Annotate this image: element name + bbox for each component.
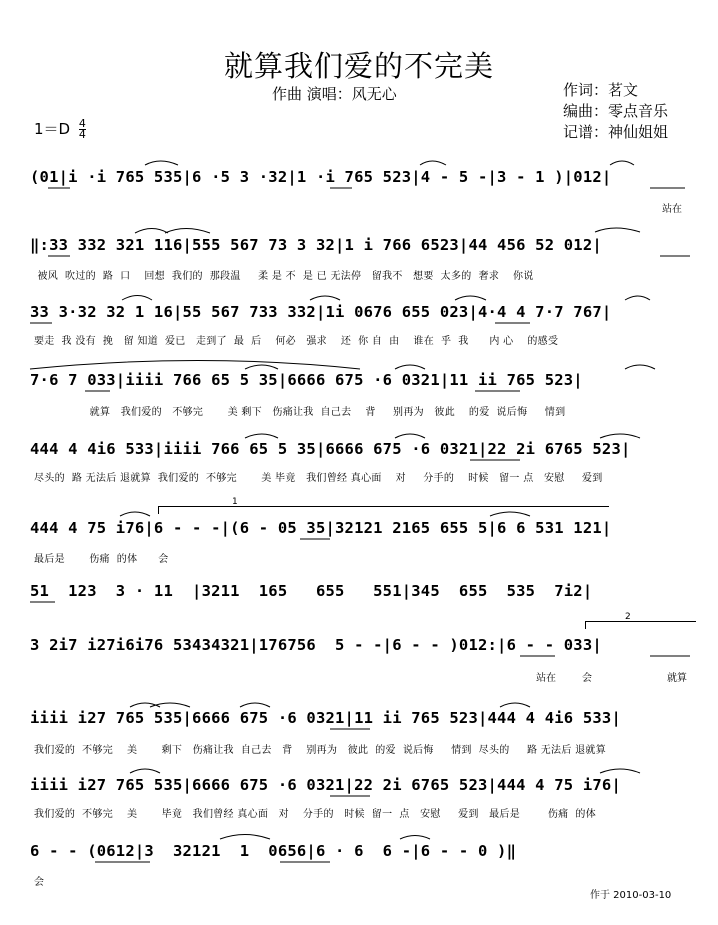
notation-line-1: (01|i ·i 765 535|6 ·5 3 ·32|1 ·i 765 523|4 - 5 -|3 - 1 )|012|	[30, 168, 612, 186]
arranger: 编曲：零点音乐	[563, 102, 669, 120]
transcriber: 记谱：神仙姐姐	[563, 123, 669, 141]
notation-line-10: iiii i27 765 535|6666 675 ·6 0321|22 2i 6765 523|444 4 75 i76|	[30, 776, 621, 794]
notation-line-4: 7·6 7 033|iiii 766 65 5 35|6666 675 ·6 0321|11 ii 765 523|	[30, 371, 583, 389]
notation-line-6: 444 4 75 i76|6 - - -|(6 - 05 35|32121 2165 655 5|6 6 531 121|	[30, 519, 612, 537]
lyric-line-6: 最后是 伤痛 的体 会	[34, 554, 169, 565]
composer-singer: 作曲 演唱：风无心	[272, 85, 397, 103]
lyricist: 作词：茗文	[563, 81, 639, 99]
lyric-line-10: 我们爱的 不够完 美 毕竟 我们曾经 真心面 对 分手的 时候 留一 点 安慰 爱到 最后是 伤痛 的体	[34, 809, 596, 820]
lyric-right-8c: 就算	[667, 673, 687, 684]
volta-first-number: 1	[232, 497, 238, 507]
notation-line-7: 51 123 3 · 11 |3211 165 655 551|345 655 535 7i2|	[30, 582, 593, 600]
key-label: 1＝D	[34, 120, 71, 138]
lyric-line-4: 就算 我们爱的 不够完 美 剩下 伤痛让我 自己去 背 别再为 彼此 的爱 说后悔 情到	[34, 407, 566, 418]
lyric-right-1: 站在	[662, 204, 682, 215]
notation-line-2: ‖:33 332 321 116|555 567 73 3 32|1 i 766 6523|44 456 52 012|	[30, 236, 602, 254]
lyric-line-5: 尽头的 路 无法后 退就算 我们爱的 不够完 美 毕竟 我们曾经 真心面 对 分手的 时候 留一 点 安慰 爱到	[34, 473, 603, 484]
time-top: 4	[78, 117, 86, 130]
notation-line-11: 6 - - (0612|3 32121 1 0656|6 · 6 6 -|6 - - 0 )‖	[30, 842, 517, 860]
lyric-right-8b: 会	[582, 673, 592, 684]
lyric-line-3: 要走 我 没有 挽 留 知道 爱已 走到了 最 后 何必 强求 还 你 自 由 谁在 乎 我 内 心 的感受	[34, 336, 559, 347]
lyric-right-8a: 站在	[536, 673, 556, 684]
time-bottom: 4	[78, 128, 86, 141]
lyric-line-9: 我们爱的 不够完 美 剩下 伤痛让我 自己去 背 别再为 彼此 的爱 说后悔 情到 尽头的 路 无法后 退就算	[34, 745, 607, 756]
lyric-line-2: 被风 吹过的 路 口 回想 我们的 那段温 柔 是 不 是 已 无法停 留我不 想要 太多的 奢求 你说	[34, 271, 534, 282]
footer-date: 作于 2010-03-10	[590, 890, 672, 901]
notation-line-3: 33 3·32 32 1 16|55 567 733 332|1i 0676 655 023|4·4 4 7·7 767|	[30, 303, 612, 321]
volta-second-number: 2	[625, 612, 631, 622]
song-title: 就算我们爱的不完美	[223, 49, 494, 83]
notation-line-5: 444 4 4i6 533|iiii 766 65 5 35|6666 675 ·6 0321|22 2i 6765 523|	[30, 440, 631, 458]
notation-line-8: 3 2i7 i27i6i76 53434321|176756 5 - -|6 - - )012:|6 - - 033|	[30, 636, 602, 654]
notation-line-9: iiii i27 765 535|6666 675 ·6 0321|11 ii 765 523|444 4 4i6 533|	[30, 709, 621, 727]
lyric-line-11: 会	[34, 877, 45, 888]
